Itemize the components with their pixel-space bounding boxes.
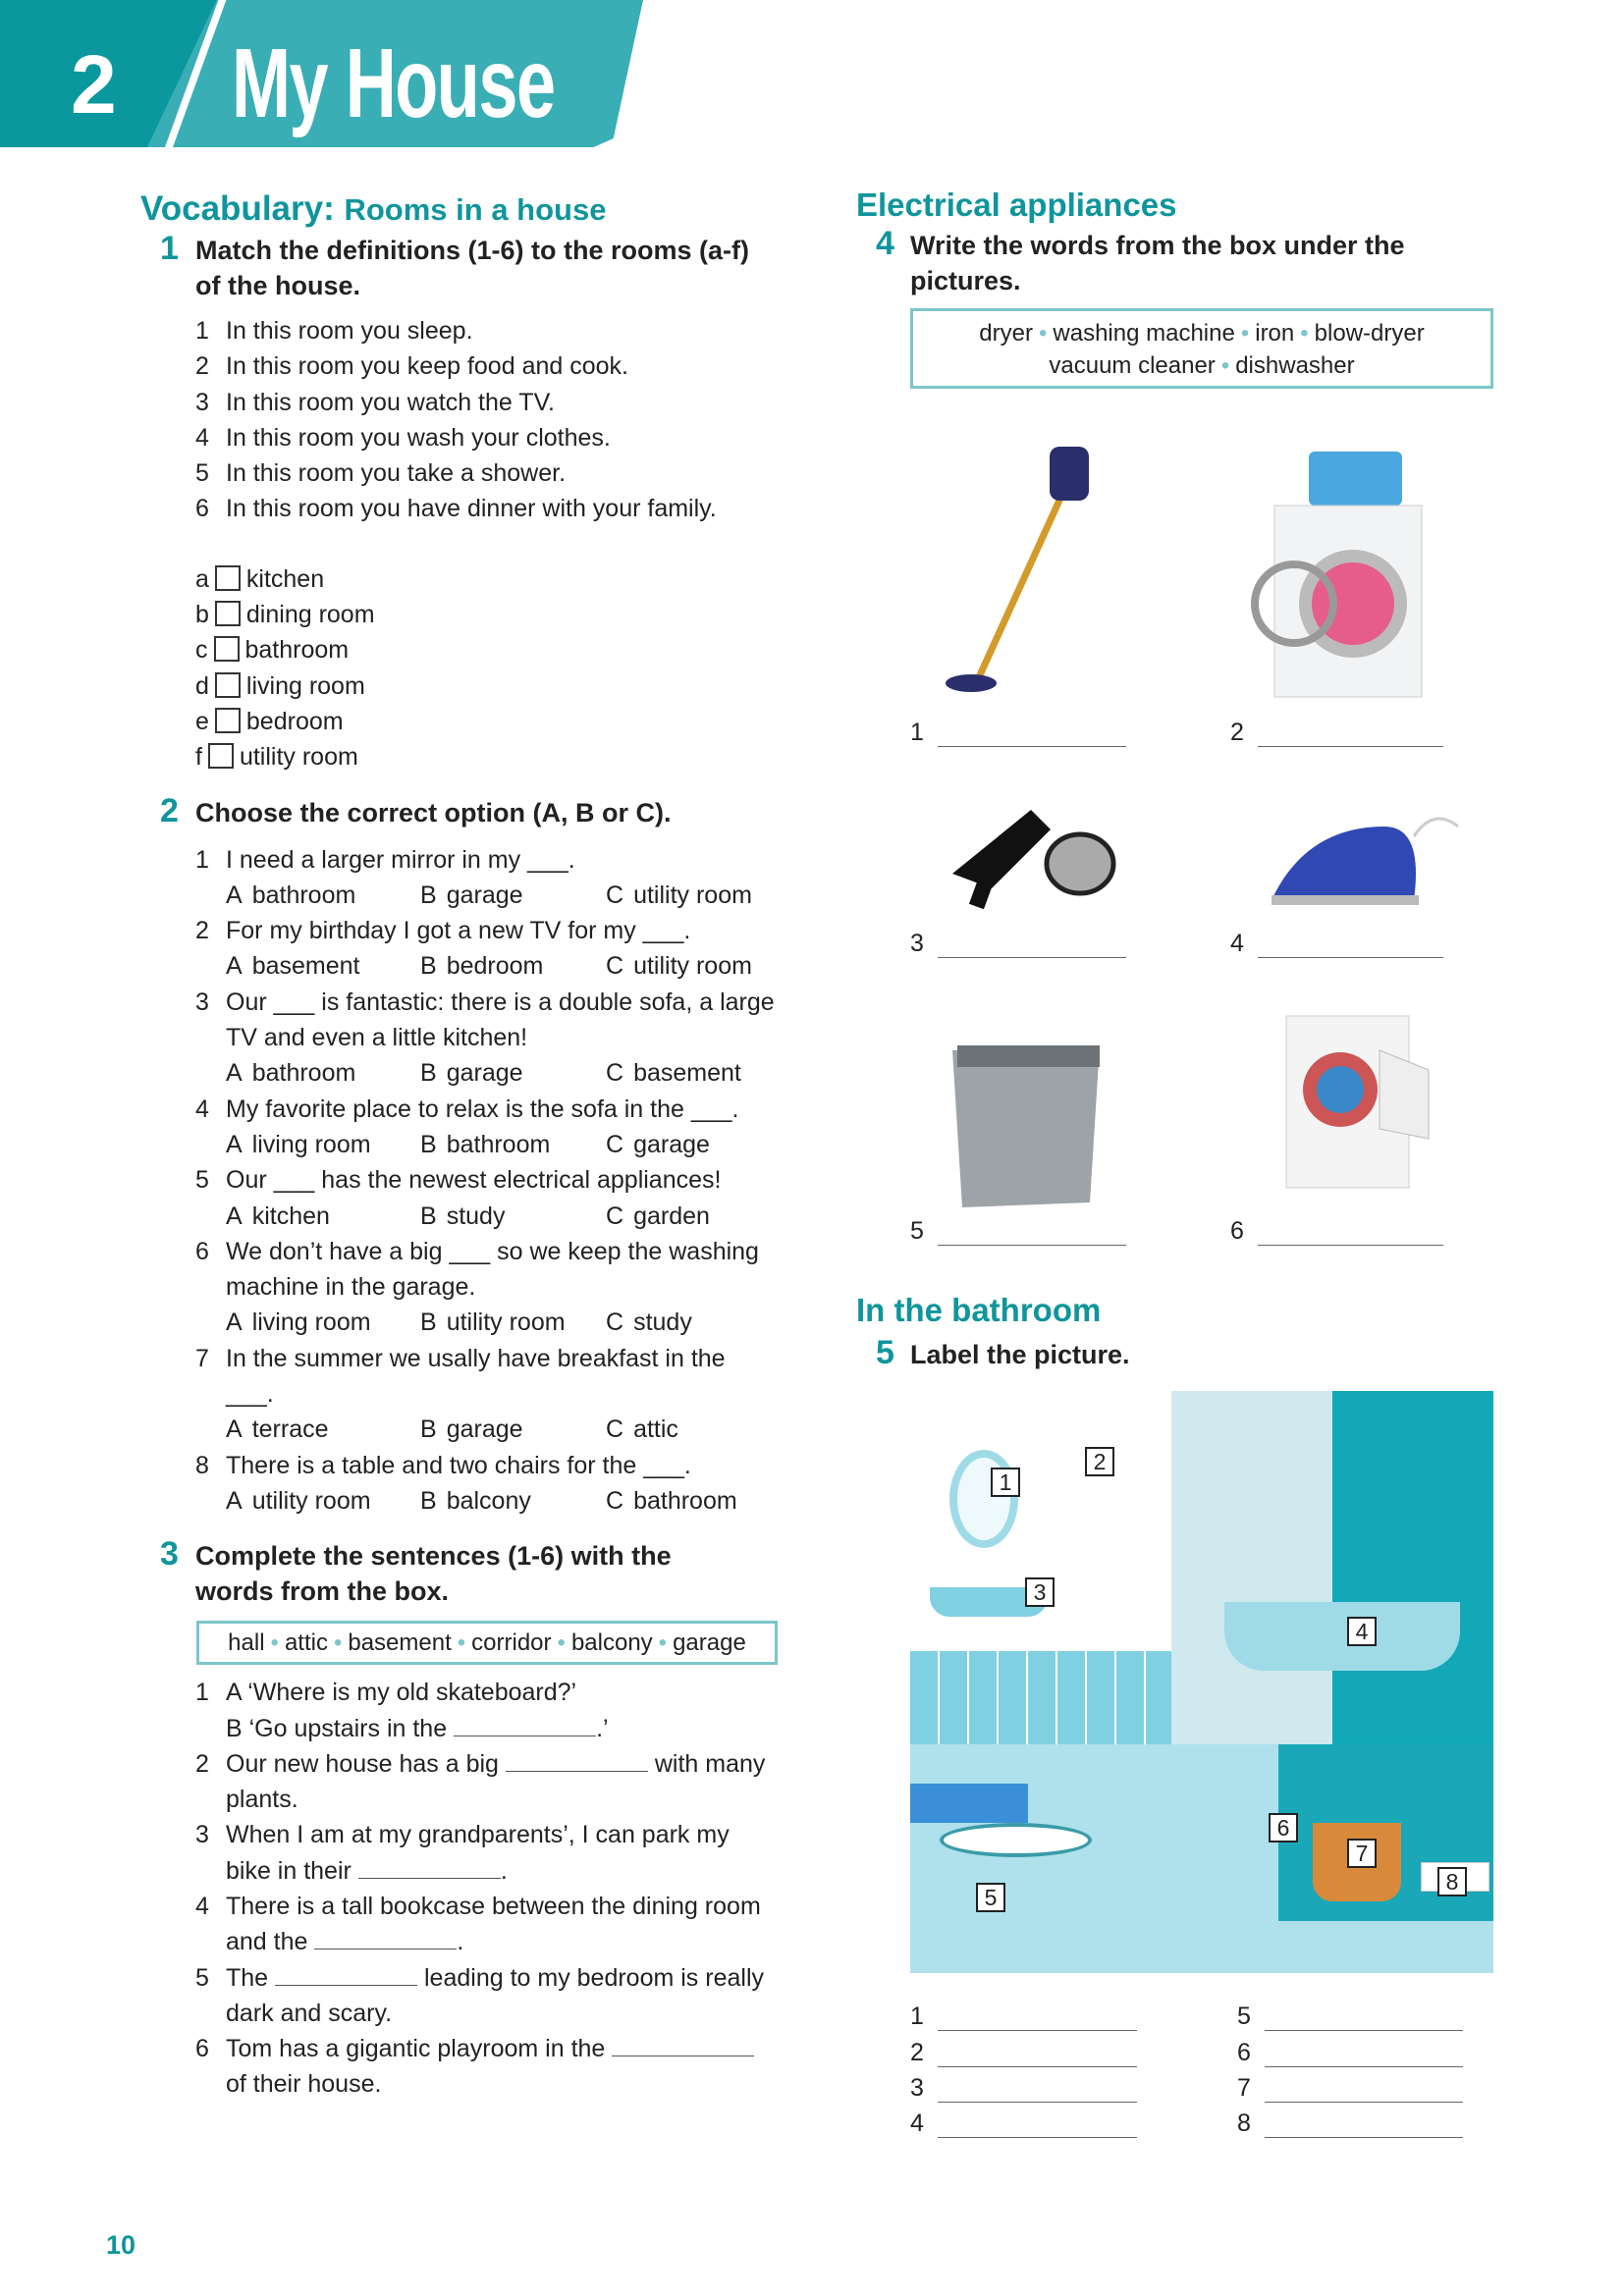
option-b[interactable]: B balcony [420,1486,531,1515]
option-a[interactable]: A kitchen [226,1201,330,1230]
picture-6-answer[interactable]: 6 [1230,1217,1443,1246]
option-b[interactable]: B garage [420,1415,523,1444]
option-a[interactable]: A terrace [226,1415,329,1444]
word: dryer [979,320,1033,347]
question-item: 5 Our ___ has the newest electrical appliances! A kitchen B study C garden [195,1162,775,1234]
definition-item: 5 In this room you take a shower. [195,459,567,488]
label-7: 7 [1347,1839,1377,1868]
blank-4[interactable] [314,1928,457,1949]
option-b[interactable]: B study [420,1201,506,1230]
electrical-heading: Electrical appliances [856,187,1177,223]
ex2-instruction: 2 Choose the correct option (A, B or C). [160,791,672,829]
ex5-instruction: 5 Label the picture. [876,1334,1130,1371]
option-c[interactable]: C basement [606,1059,741,1088]
room-option: c bathroom [195,636,350,665]
unit-number: 2 [71,38,117,131]
sentence-1a: A ‘Where is my old skateboard?’ [226,1679,577,1707]
word: iron [1255,320,1295,347]
ex4-word-box: dryer • washing machine • iron • blow-dryer vacuum cleaner • dishwasher [910,308,1493,389]
label-5: 5 [976,1883,1005,1912]
option-a[interactable]: A utility room [226,1486,371,1515]
option-c[interactable]: C garage [606,1130,710,1158]
wall-tiles [910,1651,1171,1744]
option-b[interactable]: B garage [420,1059,523,1088]
label-8: 8 [1437,1867,1467,1896]
toilet [940,1823,1092,1857]
label-2: 2 [1085,1447,1114,1476]
room-option: e bedroom [195,707,344,735]
label-3: 3 [1025,1577,1055,1607]
picture-3-answer[interactable]: 3 [910,930,1126,958]
label-answer-3[interactable]: 3 [910,2067,1137,2103]
iron-image [1267,797,1463,915]
right-column [856,187,1543,389]
ex3-instruction: 3 Complete the sentences (1-6) with the words from the box. [160,1535,672,1607]
option-c[interactable]: C utility room [606,952,752,981]
blank-3[interactable] [358,1857,501,1879]
question-item: 7 In the summer we usally have breakfast in the ___. A terrace B garage C attic [195,1341,775,1448]
blank-1[interactable] [454,1715,596,1736]
room-option: d living room [195,671,365,700]
page-number: 10 [106,2230,136,2260]
blank-6[interactable] [612,2035,754,2056]
blow-dryer-image [933,800,1129,923]
label-1: 1 [991,1468,1020,1497]
definition-item: 6 In this room you have dinner with your family. [195,495,717,523]
toilet-cistern [910,1784,1028,1823]
option-a[interactable]: A living room [226,1130,371,1158]
vacuum-cleaner-image [940,442,1097,702]
blank-5[interactable] [275,1964,417,1986]
option-c[interactable]: C study [606,1308,692,1337]
word: washing machine [1053,320,1235,347]
bathroom-picture [910,1391,1493,1973]
washing-machine-image [1230,447,1427,702]
room-option: b dining room [195,601,375,629]
question-item: 1 I need a larger mirror in my ___. A bathroom B garage C utility room [195,842,775,914]
picture-1-answer[interactable]: 1 [910,719,1126,747]
option-c[interactable]: C utility room [606,881,752,909]
question-item: 6 We don’t have a big ___ so we keep the washing machine in the garage. A living room B utility room C study [195,1234,775,1341]
bathroom-heading: In the bathroom [856,1292,1102,1328]
word: attic [284,1629,328,1657]
definition-item: 1 In this room you sleep. [195,317,473,345]
label-answer-7[interactable]: 7 [1237,2067,1463,2103]
vocab-heading: Vocabulary: Rooms in a house [140,189,607,228]
ex3-sentences: 1 A ‘Where is my old skateboard?’ B ‘Go upstairs in the .’ 2 Our new house has a big with many plants. 3 When I am at my grandparents’, I can park my bike in their . 4 There is a tall bookcase between the dining room and the . 5 The leading to my bedroom is really dark and scary. 6 Tom has a gigantic playroom in the of their house. [195,1679,766,2099]
answer-checkbox[interactable] [208,743,234,769]
label-answers-left [910,1996,1137,2138]
word: vacuum cleaner [1049,352,1216,379]
answer-checkbox[interactable] [215,601,241,626]
word: balcony [570,1629,653,1657]
answer-checkbox[interactable] [214,636,240,662]
picture-2-answer[interactable]: 2 [1230,719,1443,747]
option-c[interactable]: C attic [606,1415,678,1444]
label-answer-8[interactable]: 8 [1237,2103,1463,2138]
question-item: 3 Our ___ is fantastic: there is a double sofa, a large TV and even a little kitchen! A bathroom B garage C basement [195,985,775,1092]
option-b[interactable]: B garage [420,881,523,909]
ex3-word-box: hall • attic • basement • corridor • balcony • garage [196,1621,778,1665]
shower-wall [1332,1391,1493,1744]
option-a[interactable]: A basement [226,952,360,981]
shower-glass [1171,1391,1332,1744]
ex1-instruction: 1 Match the definitions (1-6) to the rooms (a-f) of the house. [160,230,749,300]
dishwasher-image [943,1036,1110,1207]
blank-2[interactable] [506,1750,648,1772]
option-c[interactable]: C bathroom [606,1486,737,1515]
word: blow-dryer [1314,320,1425,347]
option-a[interactable]: A bathroom [226,881,356,909]
picture-5-answer[interactable]: 5 [910,1217,1126,1246]
picture-4-answer[interactable]: 4 [1230,930,1443,958]
definition-item: 2 In this room you keep food and cook. [195,352,628,381]
answer-checkbox[interactable] [215,672,241,698]
label-answers-right [1237,1996,1463,2138]
ex2-questions [195,842,775,1520]
word: hall [228,1629,265,1657]
dryer-image [1281,1011,1438,1193]
option-b[interactable]: B utility room [420,1308,566,1337]
word: corridor [471,1629,552,1657]
question-item: 4 My favorite place to relax is the sofa in the ___. A living room B bathroom C garage [195,1092,775,1163]
unit-title: My House [232,28,555,138]
option-b[interactable]: B bedroom [420,952,544,981]
mirror [949,1450,1018,1548]
left-column [140,189,808,2103]
question-item: 8 There is a table and two chairs for the ___. A utility room B balcony C bathroom [195,1448,775,1520]
word: dishwasher [1235,352,1355,379]
ex1-definitions [195,313,808,527]
option-b[interactable]: B bathroom [420,1130,551,1158]
word: basement [348,1629,452,1657]
ex4-instruction: 4 Write the words from the box under the pictures. [876,225,1405,295]
label-4: 4 [1347,1617,1377,1646]
label-answer-6[interactable]: 6 [1237,2031,1463,2066]
bathtub [1224,1602,1460,1671]
label-answer-5[interactable]: 5 [1237,1996,1463,2031]
answer-checkbox[interactable] [215,565,241,591]
option-a[interactable]: A bathroom [226,1059,356,1088]
question-item: 2 For my birthday I got a new TV for my ___. A basement B bedroom C utility room [195,913,775,985]
room-option: f utility room [195,743,358,772]
word: garage [673,1629,746,1657]
ex1-rooms [195,561,808,775]
label-answer-2[interactable]: 2 [910,2031,1137,2066]
label-answer-4[interactable]: 4 [910,2103,1137,2138]
label-6: 6 [1269,1813,1298,1842]
label-answer-1[interactable]: 1 [910,1996,1137,2031]
option-c[interactable]: C garden [606,1201,710,1230]
answer-checkbox[interactable] [215,708,241,733]
option-a[interactable]: A living room [226,1308,371,1337]
definition-item: 4 In this room you wash your clothes. [195,423,611,452]
room-option: a kitchen [195,564,325,593]
definition-item: 3 In this room you watch the TV. [195,388,555,416]
